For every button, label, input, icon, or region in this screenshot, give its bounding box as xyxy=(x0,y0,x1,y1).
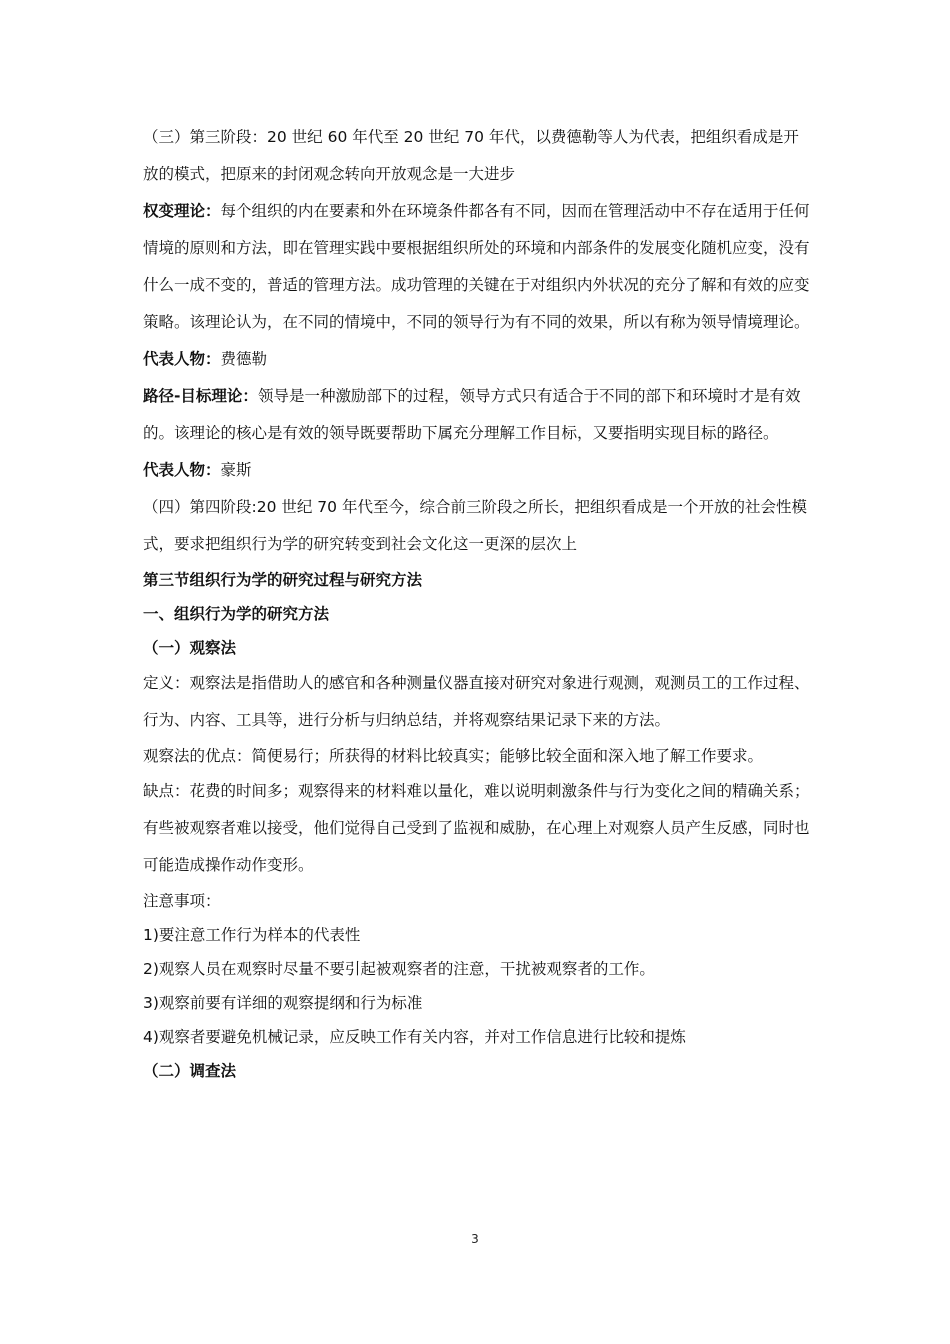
list-item: 3)观察前要有详细的观察提纲和行为标准 xyxy=(143,994,423,1012)
paragraph-representative-2 xyxy=(143,452,811,489)
subsubsection-heading-survey: （二）调查法 xyxy=(143,1062,237,1080)
list-item: 4)观察者要避免机械记录，应反映工作有关内容，并对工作信息进行比较和提炼 xyxy=(143,1028,686,1046)
paragraph-advantages: 观察法的优点：简便易行；所获得的材料比较真实；能够比较全面和深入地了解工作要求。 xyxy=(143,747,764,765)
paragraph-stage-four: （四）第四阶段:20 世纪 70 年代至今，综合前三阶段之所长，把组织看成是一个开放的社会性模式，要求把组织行为学的研究转变到社会文化这一更深的层次上 xyxy=(143,498,807,553)
term-text: 领导是一种激励部下的过程，领导方式只有适合于不同的部下和环境时才是有效的。该理论的核心是有效的领导既要帮助下属充分理解工作目标，又要指明实现目标的路径。 xyxy=(143,387,801,442)
paragraph-definition: 定义：观察法是指借助人的感官和各种测量仪器直接对研究对象进行观测，观测员工的工作过程、行为、内容、工具等，进行分析与归纳总结，并将观察结果记录下来的方法。 xyxy=(143,674,810,729)
section-heading: 第三节组织行为学的研究过程与研究方法 xyxy=(143,571,423,589)
paragraph-disadvantages: 缺点：花费的时间多；观察得来的材料难以量化，难以说明刺激条件与行为变化之间的精确关系；有些被观察者难以接受，他们觉得自己受到了监视和威胁，在心理上对观察人员产生反感，同时也可能造成操作动作变形。 xyxy=(143,782,810,874)
paragraph-notes-label: 注意事项： xyxy=(143,892,221,910)
subsubsection-heading-observation: （一）观察法 xyxy=(143,639,237,657)
term-label: 权变理论： xyxy=(143,202,221,220)
term-label: 路径-目标理论： xyxy=(143,387,258,405)
subsection-heading: 一、组织行为学的研究方法 xyxy=(143,605,330,623)
term-label: 代表人物： xyxy=(143,461,221,479)
term-text: 豪斯 xyxy=(220,461,252,479)
paragraph-stage-three: （三）第三阶段：20 世纪 60 年代至 20 世纪 70 年代，以费德勒等人为代表，把组织看成是开放的模式，把原来的封闭观念转向开放观念是一大进步 xyxy=(143,128,799,183)
term-text: 费德勒 xyxy=(220,350,268,368)
term-text: 每个组织的内在要素和外在环境条件都各有不同，因而在管理活动中不存在适用于任何情境的原则和方法，即在管理实践中要根据组织所处的环境和内部条件的发展变化随机应变，没有什么一成不变的，普适的管理方法。成功管理的关键在于对组织内外状况的充分了解和有效的应变策略。该理论认为，在不同的情境中，不同的领导行为有不同的效果，所以有称为领导情境理论。 xyxy=(143,202,810,331)
page-content xyxy=(143,119,811,1088)
list-item: 2)观察人员在观察时尽量不要引起被观察者的注意，干扰被观察者的工作。 xyxy=(143,960,655,978)
paragraph-contingency-theory xyxy=(143,193,811,341)
list-item: 1)要注意工作行为样本的代表性 xyxy=(143,926,361,944)
paragraph-representative-1 xyxy=(143,341,811,378)
paragraph-path-goal-theory xyxy=(143,378,811,452)
page-number: 3 xyxy=(471,1232,479,1246)
term-label: 代表人物： xyxy=(143,350,221,368)
